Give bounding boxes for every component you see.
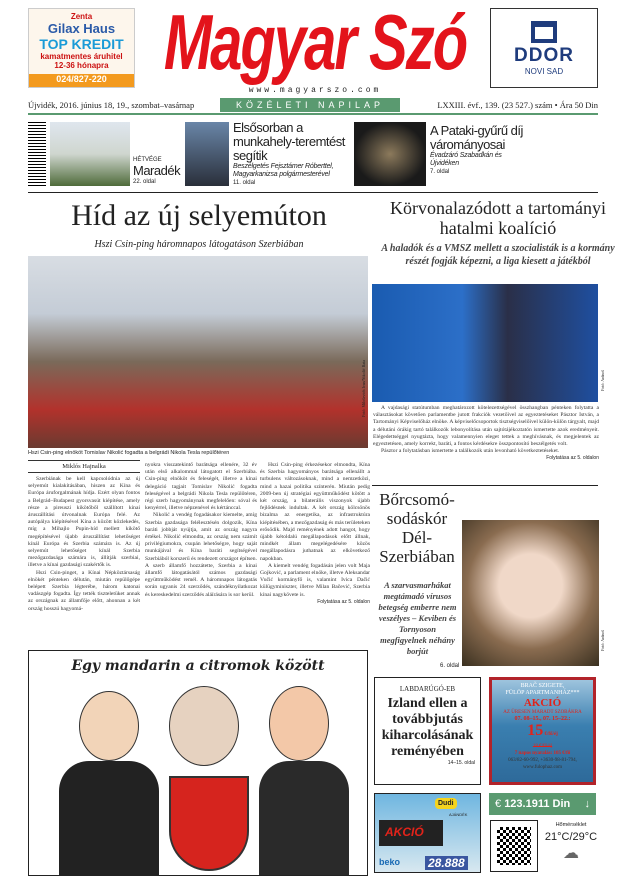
cattle-photo[interactable] — [462, 520, 599, 666]
ad-deal: 7 napos nyaralás: 105 €/fő — [514, 751, 571, 756]
euro-icon: € — [495, 798, 502, 810]
sport-title: Izland ellen a továbbjutás kiharcolásának reményében — [381, 696, 474, 759]
weather-temps: 21°C/29°C — [544, 831, 598, 843]
ad-brand: Gilax Haus — [47, 21, 116, 36]
lead-photo[interactable] — [28, 256, 368, 448]
byline: Miklós Hajnalka — [28, 460, 140, 473]
photo-credit: Fotó: Ardnoš — [600, 630, 605, 652]
paragraph: Pásztor a folytatásban ismertette a találkozók után levonható következtetéseket. — [381, 448, 560, 455]
teaser-weekend[interactable] — [133, 156, 180, 186]
cattle-page: 6. oldal — [440, 663, 460, 669]
ad-line: 12-36 hónapra — [54, 61, 109, 70]
weather — [542, 822, 600, 864]
photo-credit: Fotó: Ardnoš — [600, 370, 605, 392]
ad-old-price: 18 €/fő/éj — [532, 744, 553, 749]
qr-code-icon — [497, 827, 531, 865]
brac-apartment-ad[interactable] — [489, 677, 596, 785]
tagline-band: KÖZÉLETI NAPILAP — [220, 98, 400, 112]
ad-town: Zenta — [70, 12, 93, 21]
photo-credit: Fotó: Miloševich Ivan/Nikolić Bata — [361, 360, 366, 417]
beko-ad[interactable] — [374, 793, 481, 873]
ddor-ad[interactable] — [490, 8, 598, 88]
coalition-headline[interactable]: Körvonalazódott a tartományi hatalmi koalíció — [390, 198, 606, 238]
teaser-photo-mayor[interactable] — [185, 122, 229, 186]
ad-text: AZ ÜRESEN MARADT SZOBÁKRA — [503, 710, 582, 715]
coalition-subtitle: A haladók és a VMSZ mellett a szocialisták is a kormány részét fogják képezni, a liga kiesett a játékból — [381, 243, 615, 267]
sport-kicker: LABDARÚGÓ-EB — [399, 685, 456, 693]
header-rule — [28, 113, 598, 115]
teaser-title: Maradék — [133, 163, 181, 178]
ad-headline: TOP KREDIT — [39, 36, 124, 52]
divider — [372, 485, 598, 486]
continued-link[interactable]: Folytatása az 5. oldalon — [546, 455, 599, 462]
cartoon-figure — [259, 761, 349, 876]
teaser-photo-church[interactable] — [50, 122, 130, 186]
ad-unit: €/fő/éj — [544, 732, 558, 737]
teaser-subtitle: Évadzáró Szabadkán és Újvidéken — [430, 152, 502, 167]
ad-brand: beko — [379, 857, 401, 867]
gilax-haus-ad[interactable] — [28, 8, 135, 88]
cartoon[interactable] — [28, 650, 368, 876]
weather-label: Hőmérséklet — [555, 822, 587, 828]
teaser-subtitle: Beszélgetés Fejsztámer Róberttel, Magyarkanizsa polgármesterével — [233, 163, 334, 178]
dateline: Újvidék, 2016. június 18, 19., szombat–vasárnap — [28, 100, 195, 110]
ad-line: kamatmentes áruhitel — [40, 52, 123, 61]
lead-headline[interactable]: Híd az új selyemúton — [71, 199, 327, 232]
teaser-page: 7. oldal — [430, 169, 450, 175]
teaser-theatre[interactable] — [430, 124, 598, 176]
sport-teaser[interactable] — [374, 677, 481, 785]
paragraph: A vajdasági statútumban meghatározott kötelezettségével összhangban pénteken folytatta a választásokat követően parlamentbe jutott frakciók vezetőivel az egyeztetéseket Pásztor István, a Tartományi Képviselőház elnöke. A képviselőcsoportok tisztségviselőivel külön-külön tárgyalt, majd a délutáni órákig tartó találkozók lebonyolítása után sajtótájékoztatón ismertette azok eredményeit. Elégedettséggel nyugtázta, hogy valamennyien eleget tettek a meghívásnak, és megjelentek az egyeztetésen, amely korrekt, baráti, a fontos kérdésekre összpontosító beszélgetés volt. — [373, 405, 600, 448]
cattle-subtitle: A szarvasmarhákat megtámadó vírusos betegség emberre nem veszélyes – Keviben és Tornyoson megfigyelnek néhány borjút — [378, 580, 457, 656]
exchange-value: 123.1911 Din — [504, 798, 571, 810]
continued-link[interactable]: Folytatása az 5. oldalon — [317, 598, 370, 605]
paragraph: Nikolić a vendég fogadásakor kiemelte, amíg Szerbia gazdasága felélesztésén dolgozik, Kína baráti jobbját nyújtja, amit az ország nagyra értékel. Nikolić elmondta, az ország nem számít privilégiumokra, csupán lehetőségre, hogy saját munkájával és Kína baráti segítségével Szerbiából korszerű és rendezett országot építsen. A szerb államfő hozzátette, Szerbia a kínai államfő látogatásától számos gazdasági együttműködést remél. A háromnapos látogatás során ugyanis 24 szerződés, szándéknyilatkozat és kereskedelmi szerződés aláírására is sor kerül. — [145, 512, 257, 598]
qr-code[interactable] — [490, 820, 538, 872]
teaser-photo-theatre[interactable] — [354, 122, 426, 186]
paragraph: nyokra visszatekintő barátsága ellenére, 32 év után első alkalommal látogatott el Szerbiába. Csin-ping elnököt és feleségét, illetve a kínai delegáció tagjait Tomislav Nikolić fogadta feleségével a belgrádi Nikola Tesla repülőtéren, régi szerb hagyománynak megfelelően: sóval és kenyérrel, illetve népzenével és kértánccal. — [145, 462, 257, 512]
ad-gift: AJÁNDÉK — [449, 812, 468, 817]
ad-dates: 07. 08–15., 07. 15–22.: — [514, 716, 571, 722]
paragraph: A kiemelt vendég fogadásán jelen volt Maja Gojković, a parlament elnöke, illetve Aleksandar Vučić kormányfő is, valamint Ivica Dačić külügyminiszter, illetve Milan Bačević, Szerbia kínai nagykövete is. — [260, 562, 370, 598]
cattle-headline[interactable]: Bőrcsomó-sodáskór Dél-Szerbiában — [379, 490, 455, 566]
cartoon-figure — [269, 686, 329, 761]
barcode — [28, 122, 46, 186]
partly-cloudy-icon: ☁ — [563, 845, 579, 862]
teaser-title: Elsősorban a munkahely-teremtést segítik — [233, 120, 345, 163]
divider — [28, 192, 598, 193]
lead-caption: Hszi Csin-ping elnököt Tomislav Nikolić fogadta a belgrádi Nikola Tesla repülőtéren — [28, 450, 230, 456]
issue-info: LXXIII. évf., 139. (23 527.) szám • Ára 50 Din — [437, 100, 598, 110]
lead-column-1 — [28, 476, 140, 613]
ad-brand: DDOR — [514, 45, 574, 66]
ad-price: 15 — [527, 722, 544, 739]
cartoon-caption: Egy mandarin a citromok között — [71, 658, 325, 674]
cartoon-shield — [169, 776, 249, 871]
teaser-mayor[interactable] — [233, 121, 350, 187]
lead-column-3 — [260, 462, 370, 606]
teaser-page: 11. oldal — [233, 180, 256, 186]
paragraph: Hszi Csin-ping érkezésekor elmondta, Kína és Szerbia hagyományos barátsága ellenállt a turbulens változásoknak, mind a nemzetközi, mind a hazai politika színterén. Miután pedig 2009-ben új stratégiai együttműködést kötött a két ország, a bilaterális viszonyok újabb fejlődésnek indultak. A két ország kölcsönös bizalma az energetika, az infrastruktúra kiépítésében, a mezőgazdaság és más területeken erősödik. Majd reményének adott hangot, hogy újabb kétoldalú megállapodások előtt állnak, mindkét állam megelégedésére közös megállapodásra juthatnak az elkövetkező napokban. — [260, 462, 370, 562]
teaser-kicker: HÉTVÉGE — [133, 157, 162, 163]
ddor-logo-icon — [531, 21, 557, 43]
ad-phone: 024/827-220 — [29, 74, 134, 87]
coalition-photo[interactable] — [372, 284, 598, 402]
ad-store: Dudi — [435, 798, 457, 809]
ad-text: BRAČ SZIGETE, — [520, 683, 565, 689]
ad-text: FÜLÖP APARTMANHÁZ*** — [505, 690, 580, 696]
cartoon-figure — [59, 761, 159, 876]
ad-promo: AKCIÓ — [385, 825, 424, 839]
ad-web: www.fulophaz.com — [522, 765, 563, 770]
paragraph: Szerbiának be kell kapcsolódnia az új selyemút kialakításában, hiszen az Kína és Európa áruforgalmának hídja. Ezért olyan fontos a Belgrád–Budapest gyorsvasút kiépítése, amely része a pireuszi kikötőből szállított kínai áruszállítási útvonalnak Európa felé. Az autópálya kiépítésével Kína a között közlekedés, míg a Mihajlo Pupin-híd mellett kikötő megépítésével újabb áruszállítást lehetőséget kínál Európa és Szerbia számára is. Az új selyemút lehetőséget kínál Szerbia mezőgazdasága számára is, állítják szerbiai, illetve a kínai gazdasági szakértők is. — [28, 476, 140, 569]
exchange-rate[interactable] — [489, 793, 596, 815]
lead-column-2 — [145, 462, 257, 599]
masthead-logo[interactable]: Magyar Szó — [163, 0, 467, 87]
cartoon-figure — [169, 686, 239, 766]
lead-subtitle: Hszi Csin-ping háromnapos látogatáson Szerbiában — [94, 239, 304, 250]
ad-city: NOVI SAD — [524, 67, 564, 76]
paragraph: Hszi Csin-pinget, a Kínai Népköztársaság elnökét pénteken délután, miután repülőgépe belépett Szerbia légterébe, három katonai vadászgép fogadta. Így tették tiszteletüket annak az országnak az államfője előtt, ahonnan a két ország hosszú hagyomá- — [28, 569, 140, 612]
coalition-body — [373, 405, 599, 462]
ad-contact: 063/82-60-992, +3630-98-81-794, — [508, 758, 577, 763]
cartoon-figure — [79, 691, 139, 761]
ad-price: 28.888 — [425, 856, 468, 870]
arrow-down-icon: ↓ — [584, 798, 590, 810]
teaser-title: A Pataki-gyűrű díj várományosai — [430, 123, 523, 152]
teaser-page: 22. oldal — [133, 179, 156, 185]
sport-page: 14–15. oldal — [447, 760, 475, 766]
ad-promo: AKCIÓ — [523, 697, 562, 709]
site-url[interactable]: www.magyarszo.com — [248, 86, 382, 95]
